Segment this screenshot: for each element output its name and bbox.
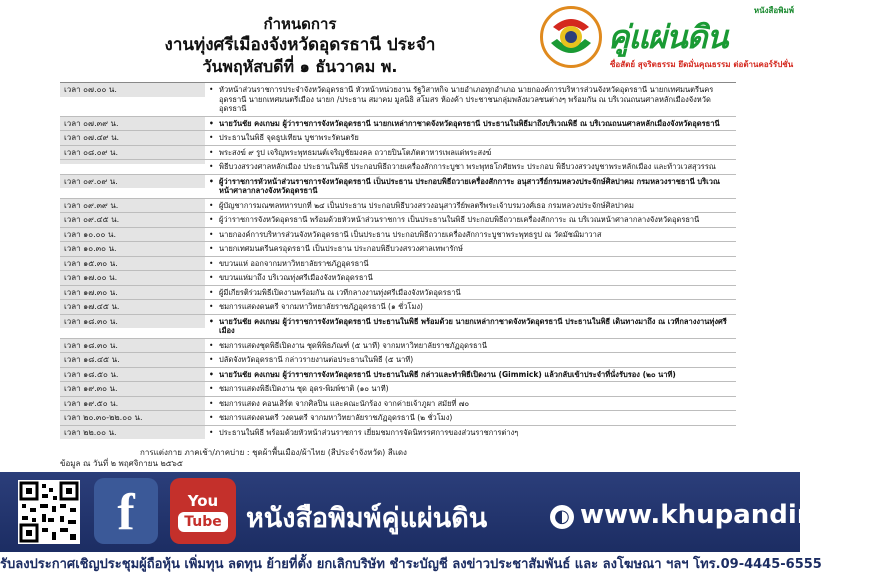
- schedule-time: เวลา ๒๒.๐๐ น.: [60, 426, 205, 440]
- schedule-description: • ปลัดจังหวัดอุดรธานี กล่าวรายงานต่อประธานในพิธี (๕ นาที): [205, 353, 736, 367]
- brand-small-label: หนังสือพิมพ์: [753, 6, 794, 15]
- schedule-time: เวลา ๑๘.๔๕ น.: [60, 353, 205, 367]
- schedule-time: เวลา ๑๙.๓๐ น.: [60, 382, 205, 396]
- schedule-time: เวลา ๑๕.๓๐ น.: [60, 257, 205, 271]
- facebook-icon[interactable]: [94, 478, 158, 544]
- data-date-note: ข้อมูล ณ วันที่ ๒ พฤศจิกายน ๒๕๖๕: [60, 459, 183, 468]
- schedule-description: • นายกเทศมนตรีนครอุดรธานี เป็นประธาน ประกอบพิธีบวงสรวงศาลเทพารักษ์: [205, 242, 736, 256]
- schedule-time: เวลา ๒๐.๓๐-๒๒.๐๐ น.: [60, 411, 205, 425]
- schedule-row: [60, 352, 736, 367]
- schedule-row: [60, 410, 736, 425]
- schedule-description: • ชมการแสดง คอนเสิร์ต จากศิลปิน และคณะนักร้อง จากค่ายเจ้าภูผา สมัยที่ ๗๐: [205, 397, 736, 411]
- schedule-time: เวลา ๐๗.๔๙ น.: [60, 131, 205, 145]
- schedule-row: [60, 174, 736, 198]
- schedule-time: เวลา ๑๘.๓๐ น.: [60, 339, 205, 353]
- schedule-time: เวลา ๑๘.๕๐ น.: [60, 368, 205, 382]
- facebook-glyph: f: [117, 484, 135, 541]
- schedule-row: [60, 299, 736, 314]
- schedule-row: [60, 425, 736, 440]
- schedule-description: • ชมการแสดงชุดพิธีเปิดงาน ชุดพิพิธภัณฑ์ (๕ นาที) จากมหาวิทยาลัยราชภัฏอุดรธานี: [205, 339, 736, 353]
- schedule-time: เวลา ๑๐.๐๐ น.: [60, 228, 205, 242]
- dress-code-note: การแต่งกาย ภาคเช้า/ภาคบ่าย : ชุดผ้าพื้นเมือง/ผ้าไทย (สีประจำจังหวัด) สีแดง: [140, 448, 407, 457]
- schedule-row: [60, 82, 736, 116]
- schedule-description: • นายวันชัย คงเกษม ผู้ว่าราชการจังหวัดอุดรธานี นายกเหล่ากาชาดจังหวัดอุดรธานี ประธานในพิธีมาถึงบริเวณพิธี ณ บริเวณถนนศาลหลักเมืองจังหวัดอุดรธานี: [205, 117, 736, 131]
- brand-tagline: ซื่อสัตย์ สุจริตธรรม ยึดมั่นคุณธรรม ต่อต้านคอร์รัปชั่น: [610, 60, 794, 69]
- schedule-row: [60, 212, 736, 227]
- schedule-row: [60, 314, 736, 338]
- schedule-description: • ขบวนแห่ ออกจากมหาวิทยาลัยราชภัฏอุดรธานี: [205, 257, 736, 271]
- schedule-row: [60, 256, 736, 271]
- footnote: [60, 447, 736, 469]
- schedule-description: • พิธีบวงสรวงศาลหลักเมือง ประธานในพิธี ประกอบพิธีถวายเครื่องสักการะบูชา พระพุทธโกศัยพระ ประกอบ พิธีบวงสรวงบูชาพระหลักเมือง และท้าวเวสสุวรรณ: [205, 160, 736, 174]
- title-block: [60, 14, 540, 78]
- schedule-row: [60, 381, 736, 396]
- schedule-time: เวลา ๐๗.๓๙ น.: [60, 117, 205, 131]
- schedule-time: เวลา ๐๙.๐๙ น.: [60, 175, 205, 189]
- schedule-row: [60, 198, 736, 213]
- schedule-row: [60, 116, 736, 131]
- website-link[interactable]: www.khupandin.com: [580, 500, 886, 530]
- schedule-description: • ชมการแสดงดนตรี วงดนตรี จากมหาวิทยาลัยราชภัฏอุดรธานี (๒ ชั่วโมง): [205, 411, 736, 425]
- page-title: กำหนดการ: [263, 15, 337, 33]
- schedule-time: [60, 160, 205, 164]
- youtube-label-you: You: [187, 492, 219, 510]
- schedule-description: • ขบวนแห่มาถึง บริเวณทุ่งศรีเมืองจังหวัดอุดรธานี: [205, 271, 736, 285]
- event-date: วันพฤหัสบดีที่ ๑ ธันวาคม พ.: [202, 57, 398, 76]
- schedule-row: [60, 338, 736, 353]
- schedule-table: [60, 82, 736, 439]
- schedule-description: • ประธานในพิธี พร้อมด้วยหัวหน้าส่วนราชการ เยี่ยมชมการจัดนิทรรศการของส่วนราชการต่างๆ: [205, 426, 736, 440]
- schedule-time: เวลา ๐๙.๓๙ น.: [60, 199, 205, 213]
- brand-name: คู่แผ่นดิน: [608, 18, 728, 56]
- schedule-time: เวลา ๐๗.๐๐ น.: [60, 83, 205, 97]
- schedule-description: • นายกองค์การบริหารส่วนจังหวัดอุดรธานี เป็นประธาน ประกอบพิธีถวายเครื่องสักการะบูชาพระพุทธรูป ณ วัดมัชฌิมาวาส: [205, 228, 736, 242]
- schedule-time: เวลา ๑๘.๓๐ น.: [60, 315, 205, 329]
- qr-code-icon[interactable]: [18, 480, 80, 544]
- youtube-label-tube: Tube: [178, 512, 228, 532]
- youtube-icon[interactable]: [170, 478, 236, 544]
- schedule-description: • นายวันชัย คงเกษม ผู้ว่าราชการจังหวัดอุดรธานี ประธานในพิธี กล่าวและทำพิธีเปิดงาน (Gimmick) แล้วกลับเข้าประจำที่นั่งรับรอง (๒๐ นาที): [205, 368, 736, 382]
- advertising-ticker: รับลงประกาศเชิญประชุมผู้ถือหุ้น เพิ่มทุน ลดทุน ย้ายที่ตั้ง ยกเลิกบริษัท ชำระบัญชี ลงข่าวประชาสัมพันธ์ และ ลงโฆษณา ฯลฯ โทร.09-4445-6555: [0, 552, 800, 578]
- brand-masthead: [604, 2, 798, 74]
- schedule-description: • ผู้บัญชาการมณฑลทหารบกที่ ๒๔ เป็นประธาน ประกอบพิธีบวงสรวงอนุสาวรีย์พลตรีพระเจ้าบรมวงศ์เธอ กรมหลวงประจักษ์ศิลปาคม: [205, 199, 736, 213]
- schedule-time: เวลา ๑๙.๕๐ น.: [60, 397, 205, 411]
- newspaper-name: หนังสือพิมพ์คู่แผ่นดิน: [246, 503, 488, 534]
- schedule-time: เวลา ๐๙.๔๕ น.: [60, 213, 205, 227]
- schedule-row: [60, 227, 736, 242]
- schedule-row: [60, 396, 736, 411]
- schedule-time: เวลา ๑๗.๓๐ น.: [60, 286, 205, 300]
- schedule-row: [60, 285, 736, 300]
- schedule-description: • ผู้ว่าราชการจังหวัดอุดรธานี พร้อมด้วยหัวหน้าส่วนราชการ เป็นประธานในพิธี ประกอบพิธีถวายเครื่องสักการะ ณ บริเวณหน้าศาลากลางจังหวัดอุดรธานี: [205, 213, 736, 227]
- schedule-description: • นายวันชัย คงเกษม ผู้ว่าราชการจังหวัดอุดรธานี ประธานในพิธี พร้อมด้วย นายกเหล่ากาชาดจังหวัดอุดรธานี ประธานในพิธี เดินทางมาถึง ณ เวทีกลางงานทุ่งศรีเมือง: [205, 315, 736, 338]
- schedule-row: [60, 367, 736, 382]
- schedule-row: [60, 130, 736, 145]
- schedule-row: [60, 145, 736, 160]
- schedule-row: [60, 270, 736, 285]
- schedule-time: เวลา ๑๗.๐๐ น.: [60, 271, 205, 285]
- schedule-description: • ประธานในพิธี จุดธูปเทียน บูชาพระรัตนตรัย: [205, 131, 736, 145]
- schedule-time: เวลา ๑๗.๔๕ น.: [60, 300, 205, 314]
- schedule-row: [60, 159, 736, 174]
- schedule-description: • ชมการแสดงดนตรี จากมหาวิทยาลัยราชภัฏอุดรธานี (๑ ชั่วโมง): [205, 300, 736, 314]
- schedule-description: • ชมการแสดงพิธีเปิดงาน ชุด อุดร-พิมพ์ชาติ (๑๐ นาที): [205, 382, 736, 396]
- schedule-description: • พระสงฆ์ ๙ รูป เจริญพระพุทธมนต์เจริญชัยมงคล ถวายปินโตภัตตาหารเพลแด่พระสงฆ์: [205, 146, 736, 160]
- schedule-time: เวลา ๐๘.๐๙ น.: [60, 146, 205, 160]
- event-title: งานทุ่งศรีเมืองจังหวัดอุดรธานี ประจำ: [164, 35, 436, 55]
- schedule-description: • หัวหน้าส่วนราชการประจำจังหวัดอุดรธานี หัวหน้าหน่วยงาน รัฐวิสาหกิจ นายอำเภอทุกอำเภอ นายกองค์การบริหารส่วนจังหวัดอุดรธานี นายกเทศมนตรีนครอุดรธานี นายกเทศมนตรีเมือง นายก /ประธาน สมาคม มูลนิธิ สโมสร ห้องค้า ประชาชนกลุ่มพลังมวลชนต่างๆ พร้อมกัน ณ บริเวณถนนศาลหลักเมืองจังหวัดอุดรธานี: [205, 83, 736, 116]
- globe-icon: ◐: [550, 505, 574, 529]
- schedule-time: เวลา ๑๐.๓๐ น.: [60, 242, 205, 256]
- newspaper-logo-icon: [540, 6, 602, 68]
- schedule-description: • ผู้มีเกียรติร่วมพิธีเปิดงานพร้อมกัน ณ เวทีกลางงานทุ่งศรีเมืองจังหวัดอุดรธานี: [205, 286, 736, 300]
- schedule-row: [60, 241, 736, 256]
- schedule-description: • ผู้ว่าราชการหัวหน้าส่วนราชการจังหวัดอุดรธานี เป็นประธาน ประกอบพิธีถวายเครื่องสักการะ อนุสาวรีย์กรมหลวงประจักษ์ศิลปาคม กรมหลวงราชธานี บริเวณหน้าศาลากลางจังหวัดอุดรธานี: [205, 175, 736, 198]
